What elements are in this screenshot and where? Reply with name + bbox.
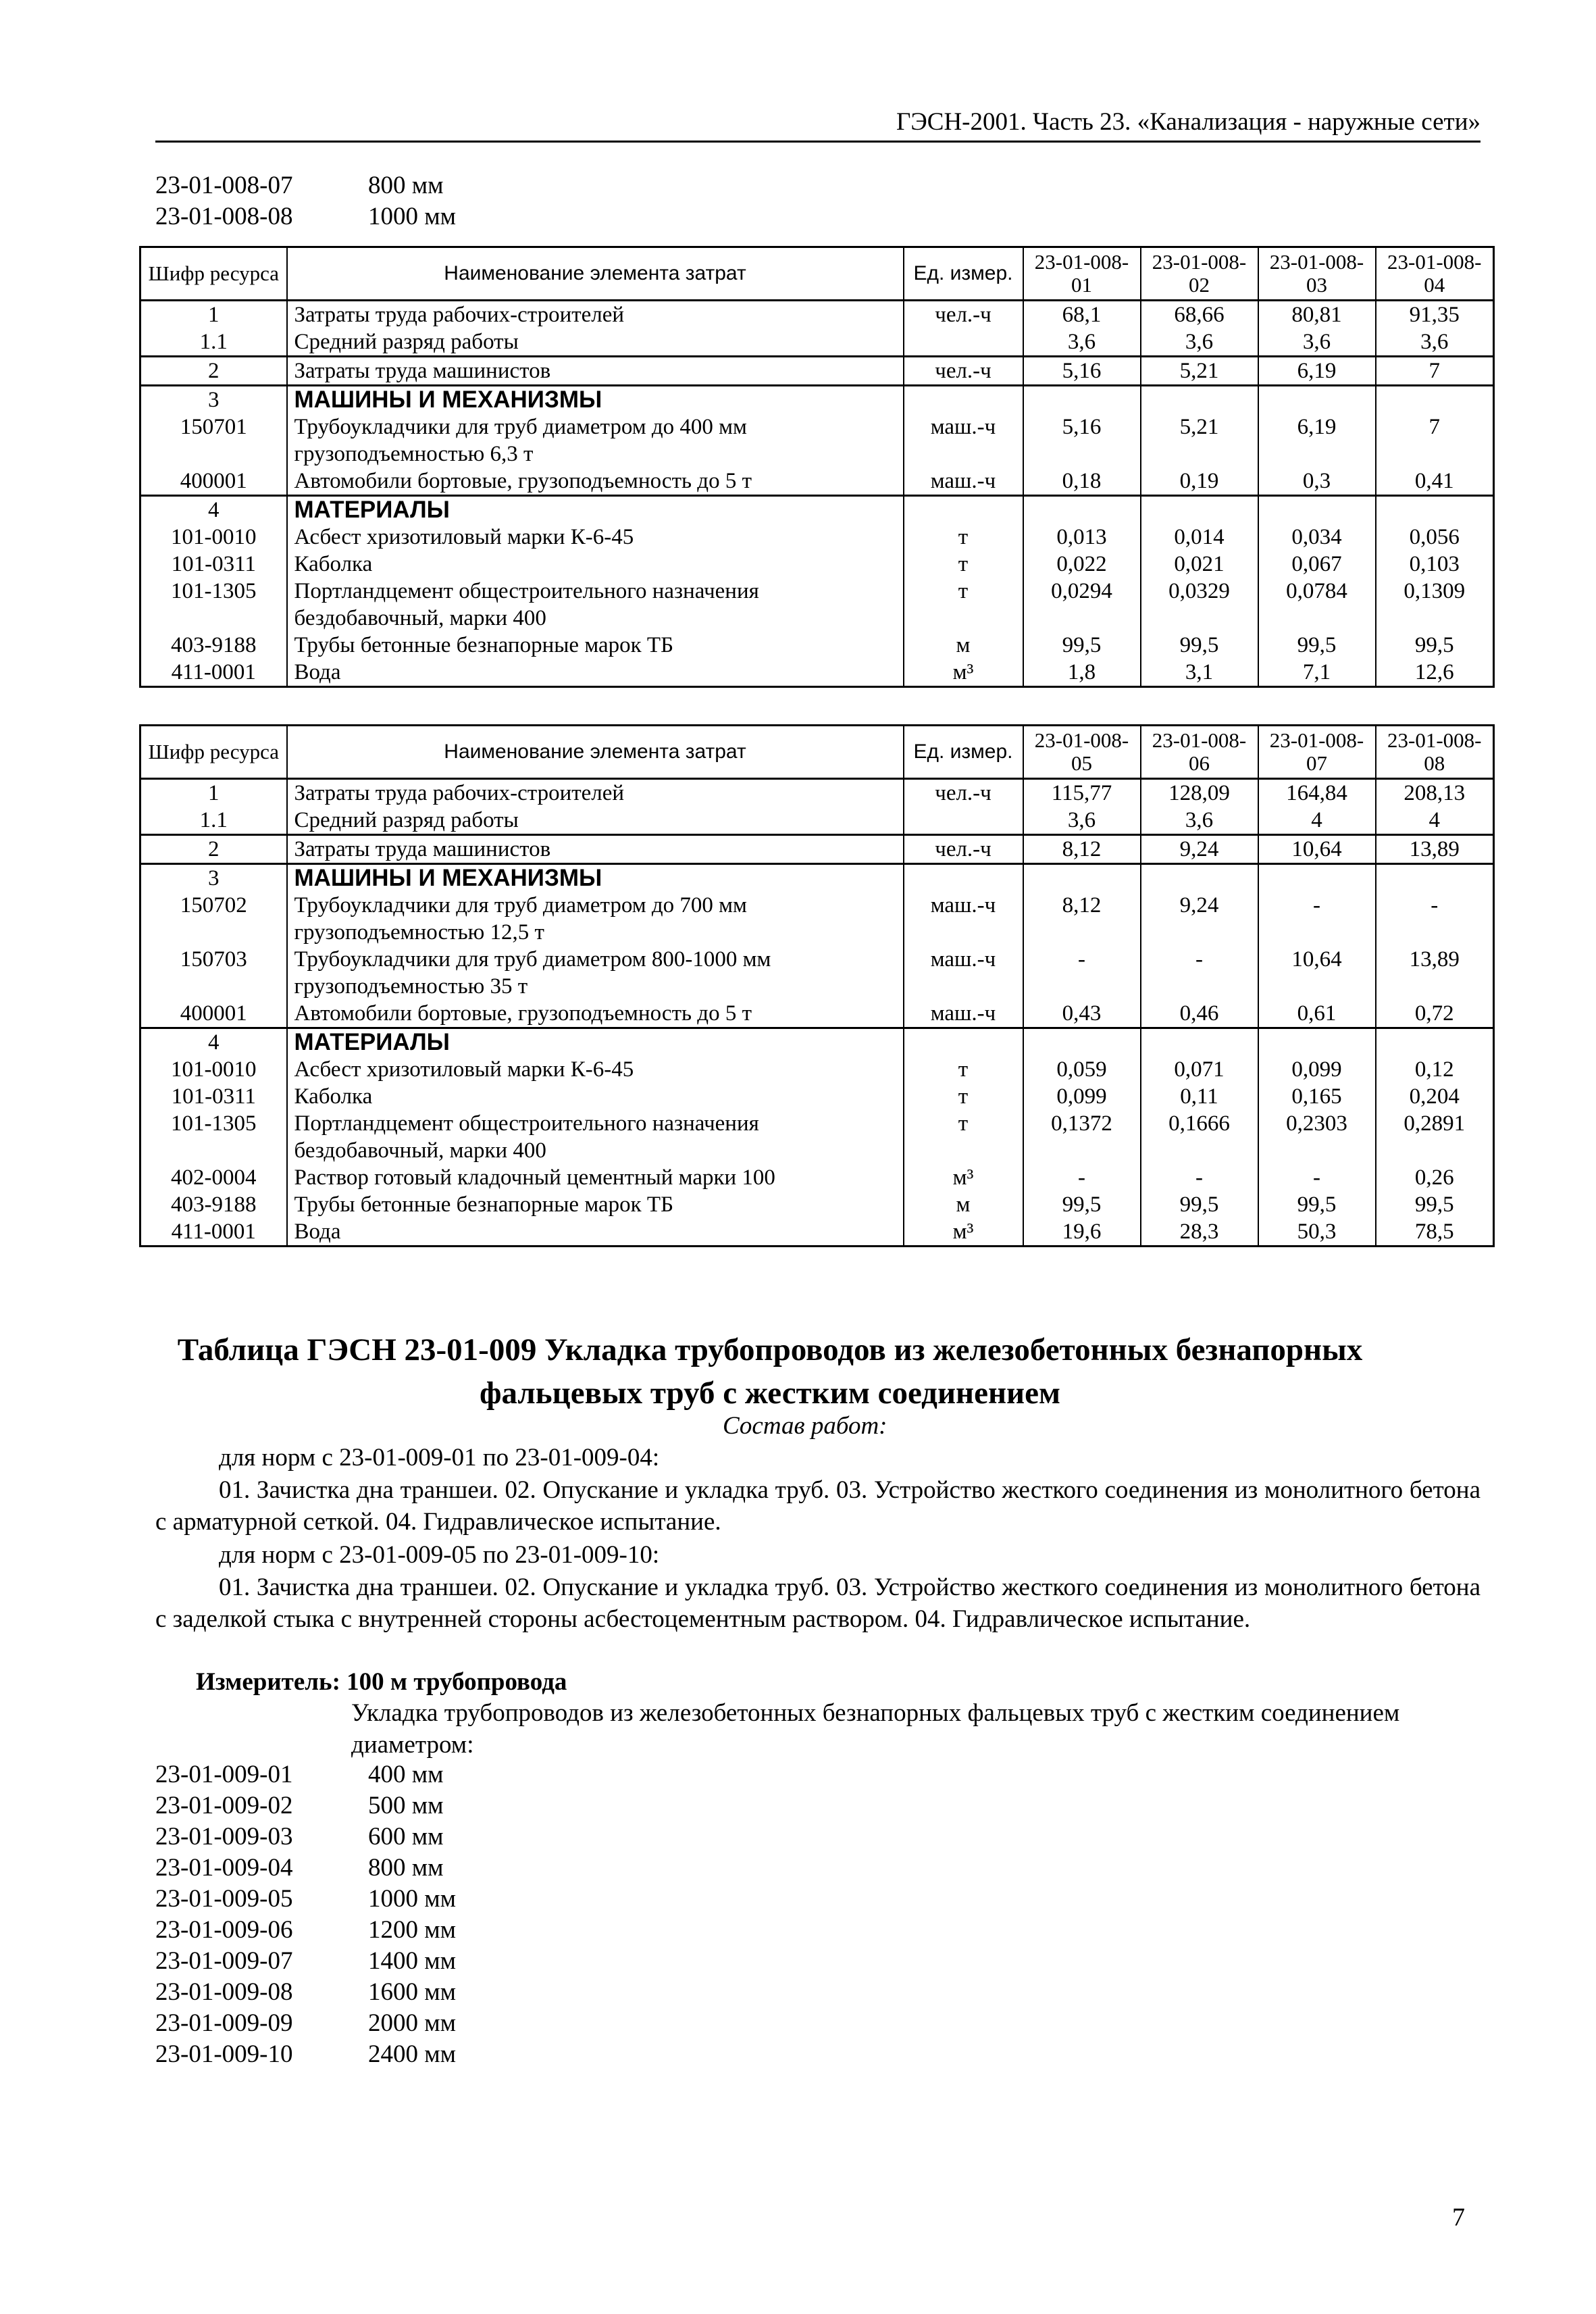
value-cell <box>1376 496 1494 524</box>
resource-code: 400001 <box>140 468 287 496</box>
cost-element-name: Трубы бетонные безнапорные марок ТБ <box>287 632 904 659</box>
table-row <box>140 1110 1494 1164</box>
column-header-name: Наименование элемента затрат <box>287 726 904 779</box>
value-cell: 80,81 <box>1258 301 1376 329</box>
value-cell: 28,3 <box>1141 1218 1258 1247</box>
table-row <box>140 1056 1494 1083</box>
unit-cell: чел.-ч <box>904 301 1023 329</box>
table-row <box>140 468 1494 496</box>
section-heading: МАТЕРИАЛЫ <box>287 1028 904 1057</box>
list-item <box>155 2039 456 2070</box>
value-cell: 0,12 <box>1376 1056 1494 1083</box>
diameter-value: 1000 мм <box>368 1885 457 1913</box>
value-cell: 3,6 <box>1023 807 1141 835</box>
unit-cell: маш.-ч <box>904 1000 1023 1028</box>
value-cell: - <box>1141 946 1258 1000</box>
resource-code: 23-01-009-04 <box>155 1854 293 1882</box>
resource-code: 3 <box>140 864 287 892</box>
unit-cell: чел.-ч <box>904 835 1023 864</box>
value-cell: 3,6 <box>1258 328 1376 357</box>
resource-code: 23-01-009-01 <box>155 1761 293 1788</box>
list-item <box>155 1790 456 1821</box>
value-cell: 0,204 <box>1376 1083 1494 1110</box>
value-cell: 0,41 <box>1376 468 1494 496</box>
value-cell: 13,89 <box>1376 946 1494 1000</box>
unit-cell: м³ <box>904 1164 1023 1191</box>
unit-cell: чел.-ч <box>904 357 1023 386</box>
table-row <box>140 1028 1494 1057</box>
resource-code: 23-01-009-08 <box>155 1978 293 2006</box>
resource-code: 101-0311 <box>140 551 287 578</box>
section-heading: МАШИНЫ И МЕХАНИЗМЫ <box>287 864 904 892</box>
cost-element-name: Средний разряд работы <box>287 807 904 835</box>
value-cell: 0,1372 <box>1023 1110 1141 1164</box>
diameter-value: 1000 мм <box>368 203 457 230</box>
norms-2-text: 01. Зачистка дна траншеи. 02. Опускание и укладка труб. 03. Устройство жесткого соединения из монолитного бетона с заделкой стыка с внутренней стороны асбестоцементным раствором. 04. Гидравлическое испытание. <box>155 1574 1481 1633</box>
column-header-norm: 23-01-008-01 <box>1023 247 1141 301</box>
cost-element-name: Затраты труда рабочих-строителей <box>287 301 904 329</box>
diameter-value: 1200 мм <box>368 1916 457 1944</box>
value-cell: 0,103 <box>1376 551 1494 578</box>
value-cell: 68,1 <box>1023 301 1141 329</box>
cost-element-name: Средний разряд работы <box>287 328 904 357</box>
unit-cell: м³ <box>904 659 1023 687</box>
value-cell: 115,77 <box>1023 779 1141 807</box>
value-cell: 6,19 <box>1258 413 1376 468</box>
page-header: ГЭСН-2001. Часть 23. «Канализация - наружные сети» <box>155 105 1481 143</box>
value-cell: 0,0294 <box>1023 578 1141 632</box>
value-cell <box>1258 496 1376 524</box>
value-cell: 5,16 <box>1023 357 1141 386</box>
cost-element-name: Трубы бетонные безнапорные марок ТБ <box>287 1191 904 1218</box>
resource-code: 150703 <box>140 946 287 1000</box>
work-description: Укладка трубопроводов из железобетонных безнапорных фальцевых труб с жестким соединением диаметром: <box>351 1699 1400 1759</box>
value-cell: 0,43 <box>1023 1000 1141 1028</box>
value-cell <box>1376 386 1494 414</box>
value-cell: 4 <box>1376 807 1494 835</box>
unit-cell: т <box>904 1056 1023 1083</box>
resource-code: 2 <box>140 357 287 386</box>
resource-code: 1.1 <box>140 328 287 357</box>
resource-code: 101-0010 <box>140 1056 287 1083</box>
column-header-norm: 23-01-008-03 <box>1258 247 1376 301</box>
cost-element-name: Каболка <box>287 1083 904 1110</box>
table-row <box>140 496 1494 524</box>
cost-element-name: Портландцемент общестроительного назначения бездобавочный, марки 400 <box>287 578 904 632</box>
value-cell: 0,3 <box>1258 468 1376 496</box>
cost-element-name: Автомобили бортовые, грузоподъемность до 5 т <box>287 1000 904 1028</box>
resource-code: 4 <box>140 1028 287 1057</box>
resource-code: 23-01-009-09 <box>155 2009 293 2037</box>
column-header-unit: Ед. измер. <box>904 726 1023 779</box>
section-title <box>135 1328 1405 1415</box>
value-cell: 9,24 <box>1141 835 1258 864</box>
value-cell: 0,056 <box>1376 524 1494 551</box>
unit-cell: м³ <box>904 1218 1023 1247</box>
value-cell: 7,1 <box>1258 659 1376 687</box>
section-heading: МАТЕРИАЛЫ <box>287 496 904 524</box>
resource-code: 411-0001 <box>140 659 287 687</box>
value-cell: 3,6 <box>1141 328 1258 357</box>
list-item <box>155 1821 456 1853</box>
resource-code: 1 <box>140 301 287 329</box>
measurement-unit: Измеритель: 100 м трубопровода <box>196 1668 567 1696</box>
value-cell <box>1141 1028 1258 1057</box>
resource-code: 402-0004 <box>140 1164 287 1191</box>
value-cell: 0,2891 <box>1376 1110 1494 1164</box>
value-cell: 0,014 <box>1141 524 1258 551</box>
diameter-value: 1600 мм <box>368 1978 457 2006</box>
value-cell <box>1023 386 1141 414</box>
value-cell: 0,2303 <box>1258 1110 1376 1164</box>
value-cell: 0,46 <box>1141 1000 1258 1028</box>
cost-element-name: Трубоукладчики для труб диаметром до 400 мм грузоподъемностью 6,3 т <box>287 413 904 468</box>
value-cell: 12,6 <box>1376 659 1494 687</box>
list-item <box>155 1977 456 2008</box>
value-cell: 3,6 <box>1023 328 1141 357</box>
value-cell <box>1023 1028 1141 1057</box>
value-cell: - <box>1141 1164 1258 1191</box>
value-cell: 0,067 <box>1258 551 1376 578</box>
diameter-value: 2000 мм <box>368 2009 457 2037</box>
unit-cell: маш.-ч <box>904 468 1023 496</box>
table-row <box>140 357 1494 386</box>
cost-element-name: Трубоукладчики для труб диаметром 800-1000 мм грузоподъемностью 35 т <box>287 946 904 1000</box>
table-row <box>140 328 1494 357</box>
list-item <box>155 1915 456 1946</box>
value-cell: 78,5 <box>1376 1218 1494 1247</box>
unit-cell <box>904 807 1023 835</box>
value-cell: 0,021 <box>1141 551 1258 578</box>
top-code-list <box>155 170 456 232</box>
table-header-row <box>140 726 1494 779</box>
cost-element-name: Асбест хризотиловый марки К-6-45 <box>287 1056 904 1083</box>
table-row <box>140 1191 1494 1218</box>
diameter-value: 400 мм <box>368 1761 444 1788</box>
work-caption: Состав работ: <box>723 1412 887 1440</box>
resource-code: 101-1305 <box>140 578 287 632</box>
table-row <box>140 807 1494 835</box>
section-code-list <box>155 1759 456 2070</box>
value-cell: 0,0784 <box>1258 578 1376 632</box>
value-cell <box>1141 864 1258 892</box>
column-header-norm: 23-01-008-06 <box>1141 726 1258 779</box>
table-row <box>140 386 1494 414</box>
value-cell <box>1258 1028 1376 1057</box>
value-cell <box>1258 864 1376 892</box>
value-cell: 208,13 <box>1376 779 1494 807</box>
value-cell: 7 <box>1376 357 1494 386</box>
table-row <box>140 946 1494 1000</box>
value-cell: 0,1666 <box>1141 1110 1258 1164</box>
resource-code: 1.1 <box>140 807 287 835</box>
value-cell: 5,16 <box>1023 413 1141 468</box>
column-header-name: Наименование элемента затрат <box>287 247 904 301</box>
value-cell: 10,64 <box>1258 835 1376 864</box>
unit-cell: маш.-ч <box>904 413 1023 468</box>
column-header-norm: 23-01-008-08 <box>1376 726 1494 779</box>
column-header-norm: 23-01-008-07 <box>1258 726 1376 779</box>
value-cell: 0,165 <box>1258 1083 1376 1110</box>
column-header-code: Шифр ресурса <box>140 247 287 301</box>
table-header-row <box>140 247 1494 301</box>
value-cell: 0,099 <box>1258 1056 1376 1083</box>
unit-cell: маш.-ч <box>904 946 1023 1000</box>
value-cell: 9,24 <box>1141 892 1258 946</box>
list-item <box>155 170 456 201</box>
cost-element-name: Портландцемент общестроительного назначения бездобавочный, марки 400 <box>287 1110 904 1164</box>
value-cell: 0,11 <box>1141 1083 1258 1110</box>
table-row <box>140 1083 1494 1110</box>
value-cell: 0,72 <box>1376 1000 1494 1028</box>
value-cell: 3,1 <box>1141 659 1258 687</box>
value-cell: 68,66 <box>1141 301 1258 329</box>
unit-cell: т <box>904 551 1023 578</box>
value-cell: 128,09 <box>1141 779 1258 807</box>
table-row <box>140 301 1494 329</box>
value-cell: 5,21 <box>1141 413 1258 468</box>
value-cell: - <box>1023 946 1141 1000</box>
value-cell: 99,5 <box>1376 632 1494 659</box>
value-cell <box>1376 864 1494 892</box>
table-row <box>140 1164 1494 1191</box>
norms-1-text: 01. Зачистка дна траншеи. 02. Опускание и укладка труб. 03. Устройство жесткого соединения из монолитного бетона с арматурной сеткой. 04. Гидравлическое испытание. <box>155 1476 1481 1536</box>
value-cell <box>1376 1028 1494 1057</box>
value-cell: 1,8 <box>1023 659 1141 687</box>
table-row <box>140 892 1494 946</box>
unit-cell: т <box>904 1110 1023 1164</box>
value-cell: 0,19 <box>1141 468 1258 496</box>
list-item <box>155 1759 456 1790</box>
resource-code: 23-01-009-07 <box>155 1947 293 1975</box>
value-cell: 0,099 <box>1023 1083 1141 1110</box>
resource-table-1 <box>139 246 1495 688</box>
unit-cell <box>904 386 1023 414</box>
cost-element-name: Вода <box>287 1218 904 1247</box>
unit-cell: м <box>904 632 1023 659</box>
value-cell: 91,35 <box>1376 301 1494 329</box>
table-row <box>140 578 1494 632</box>
resource-code: 150702 <box>140 892 287 946</box>
column-header-code: Шифр ресурса <box>140 726 287 779</box>
value-cell: 8,12 <box>1023 892 1141 946</box>
value-cell: 99,5 <box>1258 632 1376 659</box>
value-cell: 5,21 <box>1141 357 1258 386</box>
value-cell: 99,5 <box>1141 1191 1258 1218</box>
value-cell <box>1141 386 1258 414</box>
unit-cell: т <box>904 524 1023 551</box>
list-item <box>155 1884 456 1915</box>
value-cell: 0,013 <box>1023 524 1141 551</box>
resource-code: 400001 <box>140 1000 287 1028</box>
value-cell: - <box>1023 1164 1141 1191</box>
value-cell: 0,18 <box>1023 468 1141 496</box>
cost-element-name: Асбест хризотиловый марки К-6-45 <box>287 524 904 551</box>
resource-code: 101-1305 <box>140 1110 287 1164</box>
page-number: 7 <box>1452 2203 1465 2232</box>
diameter-value: 2400 мм <box>368 2040 457 2068</box>
value-cell: 0,034 <box>1258 524 1376 551</box>
column-header-norm: 23-01-008-04 <box>1376 247 1494 301</box>
value-cell: 8,12 <box>1023 835 1141 864</box>
diameter-value: 600 мм <box>368 1823 444 1851</box>
diameter-value: 800 мм <box>368 1854 444 1882</box>
diameter-value: 800 мм <box>368 172 444 199</box>
column-header-norm: 23-01-008-02 <box>1141 247 1258 301</box>
value-cell: 164,84 <box>1258 779 1376 807</box>
cost-element-name: Раствор готовый кладочный цементный марки 100 <box>287 1164 904 1191</box>
resource-code: 3 <box>140 386 287 414</box>
resource-code: 23-01-008-07 <box>155 172 293 199</box>
list-item <box>155 201 456 232</box>
value-cell: 99,5 <box>1376 1191 1494 1218</box>
table-row <box>140 413 1494 468</box>
table-row <box>140 1218 1494 1247</box>
value-cell <box>1023 864 1141 892</box>
unit-cell <box>904 496 1023 524</box>
cost-element-name: Затраты труда машинистов <box>287 835 904 864</box>
value-cell: - <box>1258 1164 1376 1191</box>
resource-code: 4 <box>140 496 287 524</box>
cost-element-name: Каболка <box>287 551 904 578</box>
value-cell: 3,6 <box>1376 328 1494 357</box>
resource-code: 2 <box>140 835 287 864</box>
table-row <box>140 524 1494 551</box>
unit-cell <box>904 864 1023 892</box>
unit-cell <box>904 328 1023 357</box>
value-cell: 6,19 <box>1258 357 1376 386</box>
value-cell: 0,61 <box>1258 1000 1376 1028</box>
value-cell: 0,1309 <box>1376 578 1494 632</box>
resource-code: 23-01-009-06 <box>155 1916 293 1944</box>
norms-1-intro: для норм с 23-01-009-01 по 23-01-009-04: <box>219 1444 660 1472</box>
resource-code: 101-0010 <box>140 524 287 551</box>
resource-code: 23-01-009-02 <box>155 1792 293 1819</box>
unit-cell: м <box>904 1191 1023 1218</box>
value-cell: 4 <box>1258 807 1376 835</box>
list-item <box>155 2008 456 2039</box>
diameter-value: 500 мм <box>368 1792 444 1819</box>
section-title-line-1: Таблица ГЭСН 23-01-009 Укладка трубопроводов из железобетонных безнапорных <box>177 1332 1363 1367</box>
cost-element-name: Трубоукладчики для труб диаметром до 700 мм грузоподъемностью 12,5 т <box>287 892 904 946</box>
value-cell: 0,071 <box>1141 1056 1258 1083</box>
list-item <box>155 1853 456 1884</box>
column-header-unit: Ед. измер. <box>904 247 1023 301</box>
value-cell: 10,64 <box>1258 946 1376 1000</box>
cost-element-name: Вода <box>287 659 904 687</box>
value-cell <box>1258 386 1376 414</box>
table-row <box>140 864 1494 892</box>
diameter-value: 1400 мм <box>368 1947 457 1975</box>
value-cell: - <box>1376 892 1494 946</box>
cost-element-name: Автомобили бортовые, грузоподъемность до 5 т <box>287 468 904 496</box>
value-cell: 13,89 <box>1376 835 1494 864</box>
resource-code: 403-9188 <box>140 632 287 659</box>
value-cell: 99,5 <box>1141 632 1258 659</box>
value-cell: 3,6 <box>1141 807 1258 835</box>
unit-cell: маш.-ч <box>904 892 1023 946</box>
resource-code: 403-9188 <box>140 1191 287 1218</box>
unit-cell <box>904 1028 1023 1057</box>
table-row <box>140 551 1494 578</box>
value-cell: 0,022 <box>1023 551 1141 578</box>
value-cell: 50,3 <box>1258 1218 1376 1247</box>
value-cell: 99,5 <box>1023 632 1141 659</box>
value-cell <box>1141 496 1258 524</box>
value-cell <box>1023 496 1141 524</box>
resource-code: 150701 <box>140 413 287 468</box>
list-item <box>155 1946 456 1977</box>
norms-2-intro: для норм с 23-01-009-05 по 23-01-009-10: <box>219 1541 660 1569</box>
value-cell: 99,5 <box>1023 1191 1141 1218</box>
table-row <box>140 779 1494 807</box>
section-heading: МАШИНЫ И МЕХАНИЗМЫ <box>287 386 904 414</box>
value-cell: 19,6 <box>1023 1218 1141 1247</box>
resource-code: 23-01-009-05 <box>155 1885 293 1913</box>
table-row <box>140 835 1494 864</box>
unit-cell: т <box>904 578 1023 632</box>
value-cell: - <box>1258 892 1376 946</box>
table-row <box>140 1000 1494 1028</box>
resource-code: 23-01-009-03 <box>155 1823 293 1851</box>
resource-code: 411-0001 <box>140 1218 287 1247</box>
column-header-norm: 23-01-008-05 <box>1023 726 1141 779</box>
resource-table-2 <box>139 724 1495 1247</box>
resource-code: 101-0311 <box>140 1083 287 1110</box>
cost-element-name: Затраты труда рабочих-строителей <box>287 779 904 807</box>
resource-code: 23-01-008-08 <box>155 203 293 230</box>
value-cell: 7 <box>1376 413 1494 468</box>
resource-code: 1 <box>140 779 287 807</box>
value-cell: 0,059 <box>1023 1056 1141 1083</box>
unit-cell: т <box>904 1083 1023 1110</box>
table-row <box>140 659 1494 687</box>
resource-code: 23-01-009-10 <box>155 2040 293 2068</box>
value-cell: 99,5 <box>1258 1191 1376 1218</box>
cost-element-name: Затраты труда машинистов <box>287 357 904 386</box>
value-cell: 0,26 <box>1376 1164 1494 1191</box>
unit-cell: чел.-ч <box>904 779 1023 807</box>
table-row <box>140 632 1494 659</box>
section-title-line-2: фальцевых труб с жестким соединением <box>479 1376 1061 1411</box>
value-cell: 0,0329 <box>1141 578 1258 632</box>
